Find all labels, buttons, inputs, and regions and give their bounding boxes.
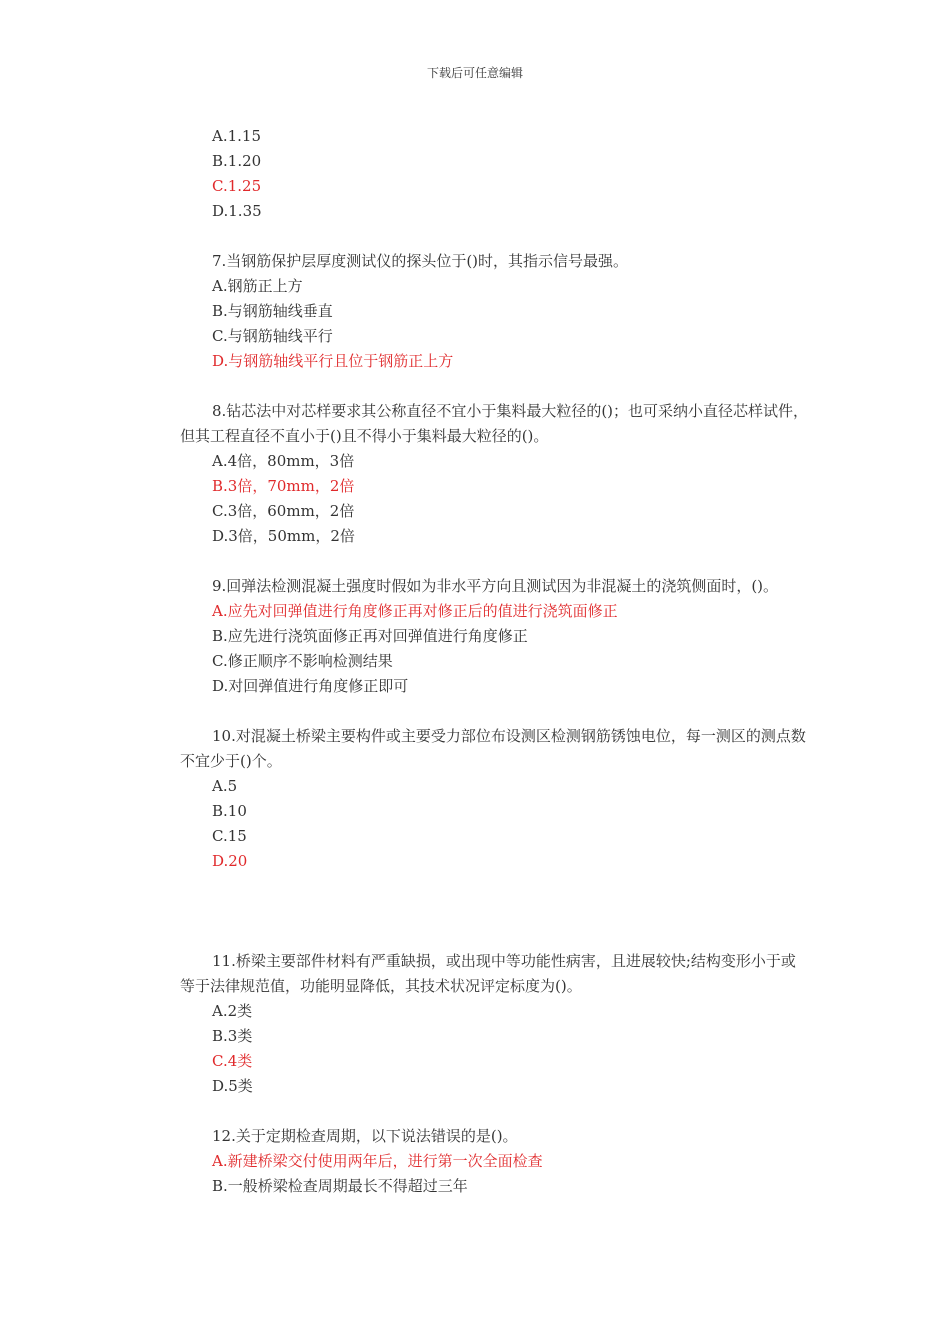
question-10-text: 10.对混凝土桥梁主要构件或主要受力部位布设测区检测钢筋锈蚀电位，每一测区的测点数不宜少于()个。	[180, 727, 806, 770]
option-12a-correct: A.新建桥梁交付使用两年后，进行第一次全面检查	[212, 1152, 543, 1170]
question-9-block	[180, 574, 810, 699]
option-6d: D.1.35	[212, 202, 262, 220]
option-7c: C.与钢筋轴线平行	[212, 327, 333, 345]
page-header: 下载后可任意编辑	[426, 66, 523, 80]
option-10b: B.10	[212, 802, 247, 820]
question-7-block	[180, 249, 810, 374]
option-9d: D.对回弹值进行角度修正即可	[212, 677, 409, 695]
option-7a: A.钢筋正上方	[212, 277, 303, 295]
option-6a: A.1.15	[212, 127, 261, 145]
option-11a: A.2类	[212, 1002, 253, 1020]
option-6b: B.1.20	[212, 152, 262, 170]
question-10-block	[180, 724, 810, 874]
question-list	[180, 124, 810, 1199]
option-10c: C.15	[212, 827, 247, 845]
question-12-text: 12.关于定期检查周期，以下说法错误的是()。	[212, 1127, 518, 1145]
option-9b: B.应先进行浇筑面修正再对回弹值进行角度修正	[212, 627, 528, 645]
question-8-block	[180, 399, 810, 549]
option-8d: D.3倍，50mm，2倍	[212, 527, 355, 545]
option-10d-correct: D.20	[212, 852, 248, 870]
option-11c-correct: C.4类	[212, 1052, 253, 1070]
question-12-block	[180, 1124, 810, 1199]
option-12b: B.一般桥梁检查周期最长不得超过三年	[212, 1177, 468, 1195]
option-8b-correct: B.3倍，70mm，2倍	[212, 477, 355, 495]
question-6-block	[180, 124, 810, 224]
question-11-text: 11.桥梁主要部件材料有严重缺损，或出现中等功能性病害，且进展较快;结构变形小于或等于法律规范值，功能明显降低，其技术状况评定标度为()。	[180, 952, 796, 995]
option-7d-correct: D.与钢筋轴线平行且位于钢筋正上方	[212, 352, 454, 370]
option-9a-correct: A.应先对回弹值进行角度修正再对修正后的值进行浇筑面修正	[212, 602, 618, 620]
option-8c: C.3倍，60mm，2倍	[212, 502, 355, 520]
option-10a: A.5	[212, 777, 238, 795]
option-9c: C.修正顺序不影响检测结果	[212, 652, 393, 670]
option-11d: D.5类	[212, 1077, 253, 1095]
option-6c-correct: C.1.25	[212, 177, 262, 195]
option-7b: B.与钢筋轴线垂直	[212, 302, 333, 320]
question-8-text: 8.钻芯法中对芯样要求其公称直径不宜小于集料最大粒径的()；也可采纳小直径芯样试件，但其工程直径不直小于()且不得小于集料最大粒径的()。	[180, 402, 809, 445]
question-11-block	[180, 949, 810, 1099]
question-7-text: 7.当钢筋保护层厚度测试仪的探头位于()时，其指示信号最强。	[212, 252, 629, 270]
option-11b: B.3类	[212, 1027, 253, 1045]
question-9-text: 9.回弹法检测混凝土强度时假如为非水平方向且测试因为非混凝土的浇筑侧面时，()。	[212, 577, 779, 595]
option-8a: A.4倍，80mm，3倍	[212, 452, 355, 470]
